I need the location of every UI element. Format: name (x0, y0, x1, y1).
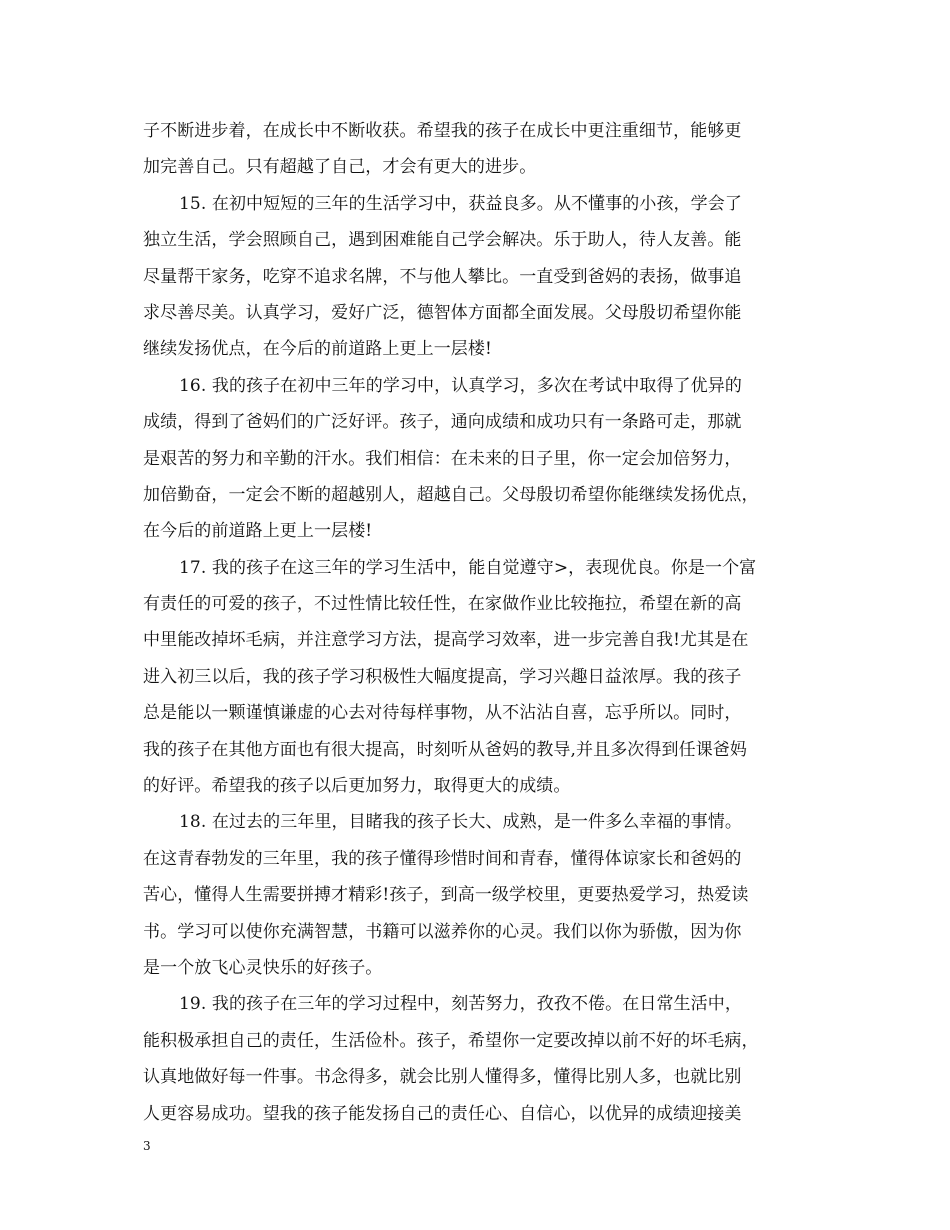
text-line: 加完善自己。只有超越了自己，才会有更大的进步。 (143, 157, 537, 178)
text-line: 我的孩子在其他方面也有很大提高，时刻听从爸妈的教导,并且多次得到任课爸妈 (143, 739, 748, 760)
paragraph-15-start: 15. 在初中短短的三年的生活学习中，获益良多。从不懂事的小孩，学会了 (179, 193, 742, 214)
text-line: 有责任的可爱的孩子，不过性情比较任性，在家做作业比较拖拉，希望在新的高 (143, 594, 742, 615)
paragraph-19-start: 19. 我的孩子在三年的学习过程中，刻苦努力，孜孜不倦。在日常生活中， (179, 994, 742, 1015)
paragraph-18-start: 18. 在过去的三年里，目睹我的孩子长大、成熟，是一件多么幸福的事情。 (179, 812, 742, 833)
text-line: 继续发扬优点，在今后的前道路上更上一层楼! (143, 339, 492, 360)
document-body (143, 113, 823, 1132)
text-line: 是一个放飞心灵快乐的好孩子。 (143, 957, 383, 978)
text-line: 人更容易成功。望我的孩子能发扬自己的责任心、自信心，以优异的成绩迎接美 (143, 1103, 742, 1124)
text-line: 能积极承担自己的责任，生活俭朴。孩子，希望你一定要改掉以前不好的坏毛病， (143, 1030, 759, 1051)
paragraph-16-start: 16. 我的孩子在初中三年的学习中，认真学习，多次在考试中取得了优异的 (179, 375, 742, 396)
text-line: 加倍勤奋，一定会不断的超越别人，超越自己。父母殷切希望你能继续发扬优点， (143, 484, 759, 505)
text-line: 苦心，懂得人生需要拼搏才精彩!孩子，到高一级学校里，更要热爱学习，热爱读 (143, 885, 749, 906)
text-line: 认真地做好每一件事。书念得多，就会比别人懂得多，懂得比别人多，也就比别 (143, 1067, 742, 1088)
text-line: 的好评。希望我的孩子以后更加努力，取得更大的成绩。 (143, 776, 571, 797)
text-line: 求尽善尽美。认真学习，爱好广泛，德智体方面都全面发展。父母殷切希望你能 (143, 302, 742, 323)
text-line: 独立生活，学会照顾自己，遇到困难能自己学会解决。乐于助人，待人友善。能 (143, 230, 742, 251)
text-line: 成绩，得到了爸妈们的广泛好评。孩子，通向成绩和成功只有一条路可走，那就 (143, 412, 742, 433)
text-line: 中里能改掉坏毛病，并注意学习方法，提高学习效率，进一步完善自我!尤其是在 (143, 630, 749, 651)
text-line: 书。学习可以使你充满智慧，书籍可以滋养你的心灵。我们以你为骄傲，因为你 (143, 921, 742, 942)
text-line: 在今后的前道路上更上一层楼! (143, 521, 373, 542)
text-line: 子不断进步着，在成长中不断收获。希望我的孩子在成长中更注重细节，能够更 (143, 121, 742, 141)
text-line: 总是能以一颗谨慎谦虚的心去对待每样事物，从不沾沾自喜，忘乎所以。同时， (143, 703, 742, 724)
paragraph-17-start: 17. 我的孩子在这三年的学习生活中，能自觉遵守>，表现优良。你是一个富 (179, 557, 757, 578)
text-line: 在这青春勃发的三年里，我的孩子懂得珍惜时间和青春，懂得体谅家长和爸妈的 (143, 848, 742, 869)
text-line: 进入初三以后，我的孩子学习积极性大幅度提高，学习兴趣日益浓厚。我的孩子 (143, 666, 742, 687)
text-line: 是艰苦的努力和辛勤的汗水。我们相信：在未来的日子里，你一定会加倍努力， (143, 448, 742, 469)
page-number: 3 (143, 1139, 151, 1153)
text-line: 尽量帮干家务，吃穿不追求名牌，不与他人攀比。一直受到爸妈的表扬，做事追 (143, 266, 742, 287)
